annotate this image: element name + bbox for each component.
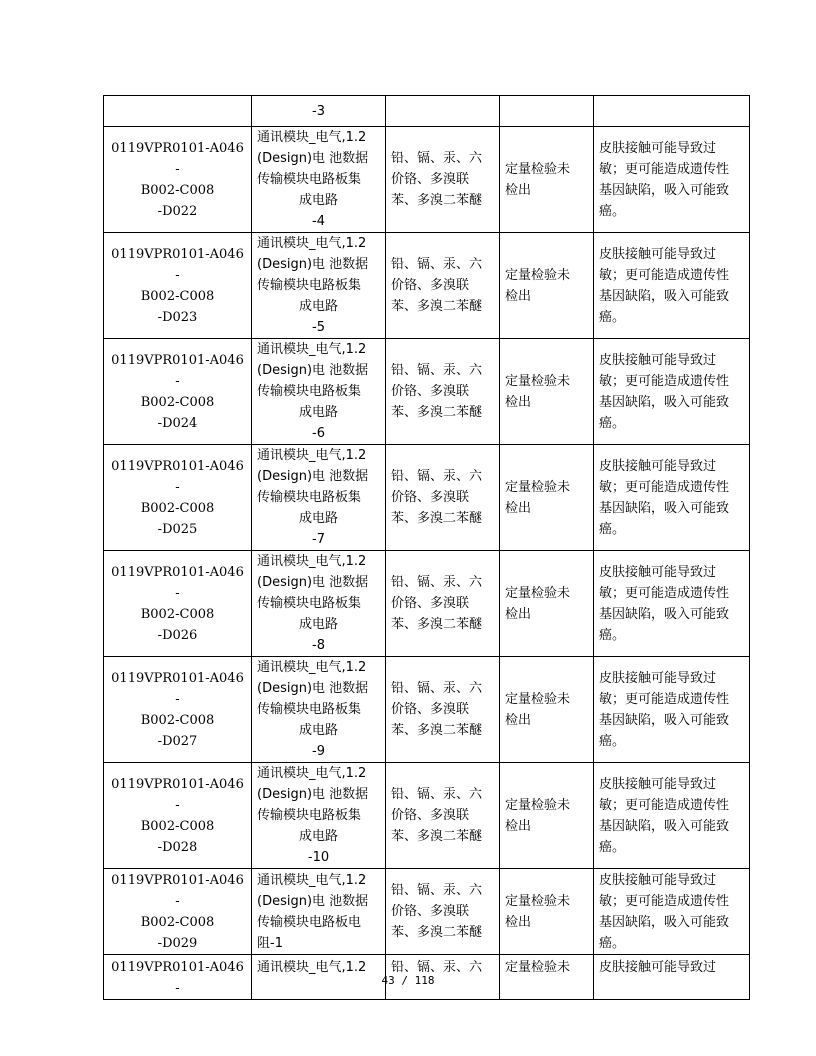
- health-risk-cell: [594, 657, 750, 763]
- health-risk-line: 基因缺陷，吸入可能致: [599, 182, 730, 198]
- health-risk-line: 敏；更可能造成遗传性: [599, 797, 730, 813]
- health-risk-line: 皮肤接触可能导致过: [599, 246, 717, 262]
- substances-line: 苯、多溴二苯醚: [391, 925, 483, 940]
- table-row: [104, 763, 750, 869]
- health-risk-line: 皮肤接触可能导致过: [599, 670, 717, 686]
- part-code-line: 0119VPR0101-A046-: [111, 564, 244, 601]
- component-name-line: 成电路: [298, 617, 338, 632]
- component-name-cell: [252, 233, 386, 339]
- substances-line: 铅、镉、汞、六: [391, 469, 483, 484]
- part-code-line: B002-C008: [140, 914, 215, 930]
- test-result-cell: [500, 233, 594, 339]
- component-name-line: 通讯模块_电气,1.2: [257, 960, 367, 975]
- component-name-line: (Design)电 池数据: [257, 893, 369, 909]
- test-result-line: 检出: [505, 712, 532, 728]
- part-code-line: 0119VPR0101-A046-: [111, 960, 244, 996]
- health-risk-line: 敏；更可能造成遗传性: [599, 161, 730, 177]
- part-code-cell: [104, 339, 252, 445]
- test-result-cell: [500, 869, 594, 955]
- component-name-line: -3: [312, 103, 325, 119]
- substances-cell: [386, 233, 500, 339]
- part-code-line: -D026: [157, 627, 198, 643]
- component-name-line: -9: [312, 744, 325, 759]
- health-risk-line: 敏；更可能造成遗传性: [599, 585, 730, 601]
- substances-cell: [386, 339, 500, 445]
- health-risk-cell: [594, 763, 750, 869]
- substances-cell: [386, 96, 500, 127]
- component-name-line: 成电路: [298, 511, 338, 526]
- part-code-line: B002-C008: [140, 288, 215, 304]
- test-result-line: 定量检验未: [505, 161, 571, 177]
- component-name-line: (Design)电 池数据: [257, 681, 369, 696]
- component-name-cell: [252, 445, 386, 551]
- component-name-cell: [252, 551, 386, 657]
- test-result-line: 定量检验未: [505, 585, 571, 601]
- health-risk-line: 敏；更可能造成遗传性: [599, 691, 730, 707]
- part-code-line: 0119VPR0101-A046-: [111, 246, 244, 283]
- table-row: [104, 339, 750, 445]
- health-risk-line: 皮肤接触可能导致过: [599, 564, 717, 580]
- test-result-line: 定量检验未: [505, 960, 571, 975]
- part-code-cell: [104, 127, 252, 233]
- part-code-cell: [104, 657, 252, 763]
- component-name-line: 传输模块电路板集: [257, 384, 362, 399]
- page-number: 43 / 118: [381, 974, 435, 987]
- component-name-line: (Design)电 池数据: [257, 787, 369, 802]
- health-risk-cell: [594, 445, 750, 551]
- component-name-line: -4: [312, 214, 325, 229]
- test-result-cell: [500, 339, 594, 445]
- health-risk-line: 基因缺陷，吸入可能致: [599, 818, 730, 834]
- component-name-line: 通讯模块_电气,1.2: [257, 660, 367, 675]
- health-risk-line: 基因缺陷，吸入可能致: [599, 394, 730, 410]
- test-result-line: 检出: [505, 500, 532, 516]
- component-name-line: 传输模块电路板集: [257, 172, 362, 187]
- substances-line: 铅、镉、汞、六: [391, 883, 483, 898]
- part-code-line: 0119VPR0101-A046-: [111, 458, 244, 495]
- test-result-cell: [500, 551, 594, 657]
- table-row: [104, 869, 750, 955]
- part-code-line: -D028: [157, 839, 198, 855]
- substances-line: 铅、镉、汞、六: [391, 681, 483, 696]
- part-code-line: B002-C008: [140, 500, 215, 516]
- substances-line: 价铬、多溴联: [391, 278, 470, 293]
- component-name-line: (Design)电 池数据: [257, 575, 369, 590]
- substances-line: 价铬、多溴联: [391, 808, 470, 823]
- test-result-line: 定量检验未: [505, 373, 571, 389]
- component-name-line: (Design)电 池数据: [257, 363, 369, 378]
- component-name-line: -8: [312, 638, 325, 653]
- component-name-line: 通讯模块_电气,1.2: [257, 236, 367, 251]
- component-name-cell: [252, 96, 386, 127]
- part-code-line: 0119VPR0101-A046-: [111, 140, 244, 177]
- substances-cell: [386, 869, 500, 955]
- test-result-line: 定量检验未: [505, 267, 571, 283]
- health-risk-cell: [594, 127, 750, 233]
- health-risk-line: 癌。: [599, 935, 626, 951]
- substances-cell: [386, 763, 500, 869]
- test-result-line: 检出: [505, 914, 532, 930]
- part-code-cell: [104, 233, 252, 339]
- component-name-line: 传输模块电路板集: [257, 490, 362, 505]
- health-risk-line: 皮肤接触可能导致过: [599, 960, 717, 975]
- health-risk-cell: [594, 551, 750, 657]
- test-result-line: 定量检验未: [505, 893, 571, 909]
- substance-test-table: [103, 95, 750, 1000]
- health-risk-line: 癌。: [599, 309, 626, 325]
- part-code-cell: [104, 445, 252, 551]
- component-name-cell: [252, 127, 386, 233]
- health-risk-line: 皮肤接触可能导致过: [599, 140, 717, 156]
- part-code-line: B002-C008: [140, 182, 215, 198]
- part-code-cell: [104, 869, 252, 955]
- table-row: [104, 445, 750, 551]
- substances-line: 苯、多溴二苯醚: [391, 617, 483, 632]
- substances-line: 价铬、多溴联: [391, 490, 470, 505]
- health-risk-line: 敏；更可能造成遗传性: [599, 479, 730, 495]
- part-code-line: -D025: [157, 521, 198, 537]
- substances-line: 铅、镉、汞、六: [391, 151, 483, 166]
- part-code-line: -D027: [157, 733, 198, 749]
- health-risk-line: 敏；更可能造成遗传性: [599, 893, 730, 909]
- substances-line: 苯、多溴二苯醚: [391, 829, 483, 844]
- substances-line: 价铬、多溴联: [391, 904, 470, 919]
- test-result-cell: [500, 657, 594, 763]
- component-name-line: 通讯模块_电气,1.2: [257, 130, 367, 145]
- part-code-line: 0119VPR0101-A046-: [111, 872, 244, 909]
- part-code-line: -D023: [157, 309, 198, 325]
- health-risk-line: 基因缺陷，吸入可能致: [599, 914, 730, 930]
- health-risk-line: 基因缺陷，吸入可能致: [599, 500, 730, 516]
- health-risk-line: 癌。: [599, 839, 626, 855]
- substances-cell: [386, 445, 500, 551]
- substances-line: 铅、镉、汞、六: [391, 787, 483, 802]
- table-row: [104, 657, 750, 763]
- substances-line: 价铬、多溴联: [391, 596, 470, 611]
- table-row: [104, 127, 750, 233]
- test-result-line: 检出: [505, 606, 532, 622]
- health-risk-line: 癌。: [599, 521, 626, 537]
- substances-line: 铅、镉、汞、六: [391, 960, 483, 975]
- component-name-line: (Design)电 池数据: [257, 257, 369, 272]
- component-name-line: 成电路: [298, 405, 338, 420]
- health-risk-line: 皮肤接触可能导致过: [599, 352, 717, 368]
- substances-line: 价铬、多溴联: [391, 702, 470, 717]
- component-name-line: -7: [312, 532, 325, 547]
- component-name-cell: [252, 657, 386, 763]
- component-name-line: -5: [312, 320, 325, 335]
- health-risk-line: 敏；更可能造成遗传性: [599, 267, 730, 283]
- component-name-line: 传输模块电路板集: [257, 278, 362, 293]
- health-risk-cell: [594, 233, 750, 339]
- part-code-cell: [104, 551, 252, 657]
- test-result-cell: [500, 763, 594, 869]
- substances-cell: [386, 657, 500, 763]
- part-code-line: -D029: [157, 935, 198, 951]
- test-result-cell: [500, 127, 594, 233]
- table-row: [104, 551, 750, 657]
- table-row: [104, 96, 750, 127]
- substances-line: 苯、多溴二苯醚: [391, 299, 483, 314]
- component-name-line: 成电路: [298, 299, 338, 314]
- test-result-line: 定量检验未: [505, 479, 571, 495]
- health-risk-line: 癌。: [599, 733, 626, 749]
- substances-line: 铅、镉、汞、六: [391, 575, 483, 590]
- health-risk-cell: [594, 96, 750, 127]
- substances-cell: [386, 127, 500, 233]
- part-code-line: 0119VPR0101-A046-: [111, 352, 244, 389]
- component-name-line: 传输模块电路板集: [257, 702, 362, 717]
- component-name-line: 通讯模块_电气,1.2: [257, 448, 367, 463]
- part-code-line: B002-C008: [140, 606, 215, 622]
- component-name-line: 成电路: [298, 193, 338, 208]
- component-name-line: 阻-1: [257, 935, 283, 951]
- substances-line: 价铬、多溴联: [391, 384, 470, 399]
- health-risk-line: 基因缺陷，吸入可能致: [599, 288, 730, 304]
- health-risk-line: 癌。: [599, 627, 626, 643]
- part-code-line: -D024: [157, 415, 198, 431]
- health-risk-line: 基因缺陷，吸入可能致: [599, 712, 730, 728]
- substances-line: 苯、多溴二苯醚: [391, 511, 483, 526]
- part-code-line: 0119VPR0101-A046-: [111, 776, 244, 813]
- component-name-line: 通讯模块_电气,1.2: [257, 766, 367, 781]
- component-name-line: 成电路: [298, 829, 338, 844]
- part-code-line: B002-C008: [140, 712, 215, 728]
- component-name-cell: [252, 869, 386, 955]
- part-code-line: -D022: [157, 203, 198, 219]
- component-name-line: -10: [307, 850, 330, 865]
- part-code-line: 0119VPR0101-A046-: [111, 670, 244, 707]
- test-result-line: 检出: [505, 182, 532, 198]
- table-row: [104, 233, 750, 339]
- part-code-cell: [104, 96, 252, 127]
- part-code-cell: [104, 763, 252, 869]
- component-name-line: 通讯模块_电气,1.2: [257, 554, 367, 569]
- health-risk-cell: [594, 339, 750, 445]
- health-risk-line: 癌。: [599, 203, 626, 219]
- test-result-cell: [500, 96, 594, 127]
- component-name-line: 传输模块电路板集: [257, 808, 362, 823]
- substances-line: 苯、多溴二苯醚: [391, 193, 483, 208]
- part-code-line: B002-C008: [140, 394, 215, 410]
- health-risk-line: 癌。: [599, 415, 626, 431]
- test-result-line: 定量检验未: [505, 691, 571, 707]
- component-name-line: 传输模块电路板集: [257, 596, 362, 611]
- component-name-cell: [252, 339, 386, 445]
- substances-cell: [386, 551, 500, 657]
- component-name-line: -6: [312, 426, 325, 441]
- health-risk-line: 皮肤接触可能导致过: [599, 872, 717, 888]
- part-code-line: B002-C008: [140, 818, 215, 834]
- test-result-line: 检出: [505, 288, 532, 304]
- component-name-line: 成电路: [298, 723, 338, 738]
- health-risk-cell: [594, 869, 750, 955]
- component-name-line: (Design)电 池数据: [257, 151, 369, 166]
- test-result-line: 定量检验未: [505, 797, 571, 813]
- substances-line: 铅、镉、汞、六: [391, 363, 483, 378]
- component-name-line: 传输模块电路板电: [257, 914, 362, 930]
- substances-line: 价铬、多溴联: [391, 172, 470, 187]
- health-risk-line: 皮肤接触可能导致过: [599, 776, 717, 792]
- health-risk-line: 敏；更可能造成遗传性: [599, 373, 730, 389]
- substances-line: 苯、多溴二苯醚: [391, 723, 483, 738]
- test-result-line: 检出: [505, 818, 532, 834]
- health-risk-line: 基因缺陷，吸入可能致: [599, 606, 730, 622]
- health-risk-line: 皮肤接触可能导致过: [599, 458, 717, 474]
- test-result-line: 检出: [505, 394, 532, 410]
- component-name-line: 通讯模块_电气,1.2: [257, 342, 367, 357]
- substances-line: 铅、镉、汞、六: [391, 257, 483, 272]
- component-name-cell: [252, 763, 386, 869]
- test-result-cell: [500, 445, 594, 551]
- substances-line: 苯、多溴二苯醚: [391, 405, 483, 420]
- component-name-line: 通讯模块_电气,1.2: [257, 872, 367, 888]
- component-name-line: (Design)电 池数据: [257, 469, 369, 484]
